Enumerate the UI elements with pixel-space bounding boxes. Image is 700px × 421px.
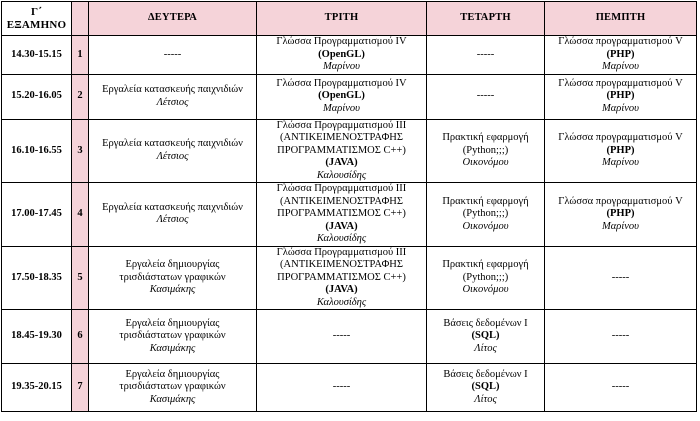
instructor-name: Οικονόμου [462,284,509,295]
instructor-name: Μαρίνου [602,157,639,168]
class-cell-monday [89,364,257,412]
num-header [72,2,89,36]
course-language: (PHP) [606,90,635,102]
class-cell-thursday [545,310,697,364]
class-cell-wednesday [427,74,545,119]
course-language: (JAVA) [325,284,358,295]
class-cell-tuesday [257,183,427,247]
course-title-line2: (ΑΝΤΙΚΕΙΜΕΝΟΣΤΡΑΦΗΣ [280,259,403,270]
period-number: 7 [72,364,89,412]
course-title: Γλώσσα προγραμματισμού V [558,195,683,207]
course-title: Γλώσσα Προγραμματισμού III [276,246,407,258]
empty-slot: ----- [476,48,495,60]
time-slot: 17.00-17.45 [2,183,72,247]
day-header-thursday: ΠΕΜΠΤΗ [545,2,697,36]
empty-slot: ----- [163,48,182,60]
course-title: Πρακτική εφαρμογή [442,132,529,143]
course-language: (JAVA) [325,157,358,168]
empty-slot: ----- [611,381,630,393]
day-header-tuesday: ΤΡΙΤΗ [257,2,427,36]
class-cell-monday [89,74,257,119]
schedule-row [2,36,697,75]
course-language: (PHP) [606,208,635,219]
instructor-name: Οικονόμου [462,220,509,232]
course-title-line3: ΠΡΟΓΡΑΜΜΑΤΙΣΜΟΣ C++) [277,208,406,219]
instructor-name: Οικονόμου [462,157,509,168]
schedule-row [2,183,697,247]
semester-header [2,2,72,36]
empty-slot: ----- [611,330,630,342]
course-title: Γλώσσα Προγραμματισμού III [276,119,407,131]
course-title: Εργαλεία δημιουργίας [125,259,220,270]
course-title: Γλώσσα προγραμματισμού V [558,36,683,47]
instructor-name: Κασιμάκης [149,342,196,354]
class-cell-monday [89,310,257,364]
course-title: Εργαλεία δημιουργίας [125,317,220,329]
class-cell-tuesday [257,119,427,183]
class-cell-monday [89,183,257,247]
semester-label-line2: ΕΞΑΜΗΝΟ [6,18,67,31]
class-cell-tuesday [257,364,427,412]
class-cell-tuesday [257,74,427,119]
course-title-line2: τρισδιάστατων γραφικών [119,381,226,393]
period-number: 2 [72,74,89,119]
course-title-line2: (ΑΝΤΙΚΕΙΜΕΝΟΣΤΡΑΦΗΣ [280,132,403,143]
empty-slot: ----- [611,271,630,283]
class-cell-monday [89,246,257,310]
class-cell-thursday [545,246,697,310]
instructor-name: Καλουσίδης [316,233,367,244]
class-cell-monday [89,36,257,75]
instructor-name: Μαρίνου [602,102,639,114]
course-title-line2: τρισδιάστατων γραφικών [119,271,226,283]
course-language: (PHP) [606,48,635,60]
instructor-name: Μαρίνου [602,220,639,232]
header-row [2,2,697,36]
schedule-row [2,119,697,183]
class-cell-tuesday [257,310,427,364]
course-title-line2: (Python;;;) [462,144,509,156]
schedule-row [2,364,697,412]
instructor-name: Κασιμάκης [149,393,196,405]
course-title: Γλώσσα Προγραμματισμού III [276,183,407,194]
class-cell-tuesday [257,36,427,75]
schedule-row [2,246,697,310]
instructor-name: Κασιμάκης [149,284,196,295]
empty-slot: ----- [332,330,351,342]
instructor-name: Λέτσιος [156,96,189,108]
empty-slot: ----- [332,381,351,393]
class-cell-monday [89,119,257,183]
course-title: Εργαλεία κατασκευής παιχνιδιών [102,84,243,95]
course-title: Γλώσσα προγραμματισμού V [558,132,683,143]
time-slot: 17.50-18.35 [2,246,72,310]
course-language: (SQL) [471,330,500,342]
instructor-name: Λέτσιος [156,214,189,226]
course-language: (JAVA) [325,220,358,232]
period-number: 5 [72,246,89,310]
period-number: 6 [72,310,89,364]
course-title: Βάσεις δεδομένων Ι [443,368,528,380]
course-title: Εργαλεία κατασκευής παιχνιδιών [102,138,243,150]
instructor-name: Μαρίνου [602,61,639,72]
instructor-name: Μαρίνου [323,102,360,114]
class-cell-thursday [545,364,697,412]
class-cell-thursday [545,74,697,119]
class-cell-thursday [545,183,697,247]
period-number: 4 [72,183,89,247]
empty-slot: ----- [476,90,495,102]
instructor-name: Λίτος [474,393,497,405]
class-cell-tuesday [257,246,427,310]
course-language: (OpenGL) [318,90,365,102]
period-number: 1 [72,36,89,75]
course-title-line2: (Python;;;) [462,271,509,283]
instructor-name: Λίτος [474,342,497,354]
period-number: 3 [72,119,89,183]
course-title-line3: ΠΡΟΓΡΑΜΜΑΤΙΣΜΟΣ C++) [277,271,406,283]
instructor-name: Καλουσίδης [316,169,367,181]
course-title: Εργαλεία κατασκευής παιχνιδιών [102,201,243,213]
instructor-name: Μαρίνου [323,61,360,72]
course-title: Γλώσσα Προγραμματισμού IV [276,36,407,47]
instructor-name: Καλουσίδης [316,296,367,308]
class-cell-thursday [545,36,697,75]
semester-label-line1: Γ΄ [30,5,43,18]
time-slot: 14.30-15.15 [2,36,72,75]
schedule-row [2,310,697,364]
class-cell-wednesday [427,36,545,75]
course-title: Βάσεις δεδομένων Ι [443,317,528,329]
course-title: Γλώσσα Προγραμματισμού IV [276,77,407,89]
instructor-name: Λέτσιος [156,150,189,162]
class-cell-wednesday [427,246,545,310]
timetable [1,1,697,412]
time-slot: 19.35-20.15 [2,364,72,412]
course-language: (OpenGL) [318,48,365,60]
course-title-line2: (Python;;;) [462,208,509,219]
time-slot: 16.10-16.55 [2,119,72,183]
course-language: (SQL) [471,381,500,393]
time-slot: 18.45-19.30 [2,310,72,364]
course-title: Γλώσσα προγραμματισμού V [558,77,683,89]
class-cell-wednesday [427,183,545,247]
course-title-line2: τρισδιάστατων γραφικών [119,330,226,342]
course-title-line3: ΠΡΟΓΡΑΜΜΑΤΙΣΜΟΣ C++) [277,144,406,156]
schedule-row [2,74,697,119]
class-cell-wednesday [427,364,545,412]
course-title: Πρακτική εφαρμογή [442,259,529,270]
course-title-line2: (ΑΝΤΙΚΕΙΜΕΝΟΣΤΡΑΦΗΣ [280,195,403,207]
course-title: Πρακτική εφαρμογή [442,195,529,207]
class-cell-thursday [545,119,697,183]
day-header-monday: ΔΕΥΤΕΡΑ [89,2,257,36]
time-slot: 15.20-16.05 [2,74,72,119]
day-header-wednesday: ΤΕΤΑΡΤΗ [427,2,545,36]
course-language: (PHP) [606,144,635,156]
course-title: Εργαλεία δημιουργίας [125,368,220,380]
class-cell-wednesday [427,119,545,183]
class-cell-wednesday [427,310,545,364]
